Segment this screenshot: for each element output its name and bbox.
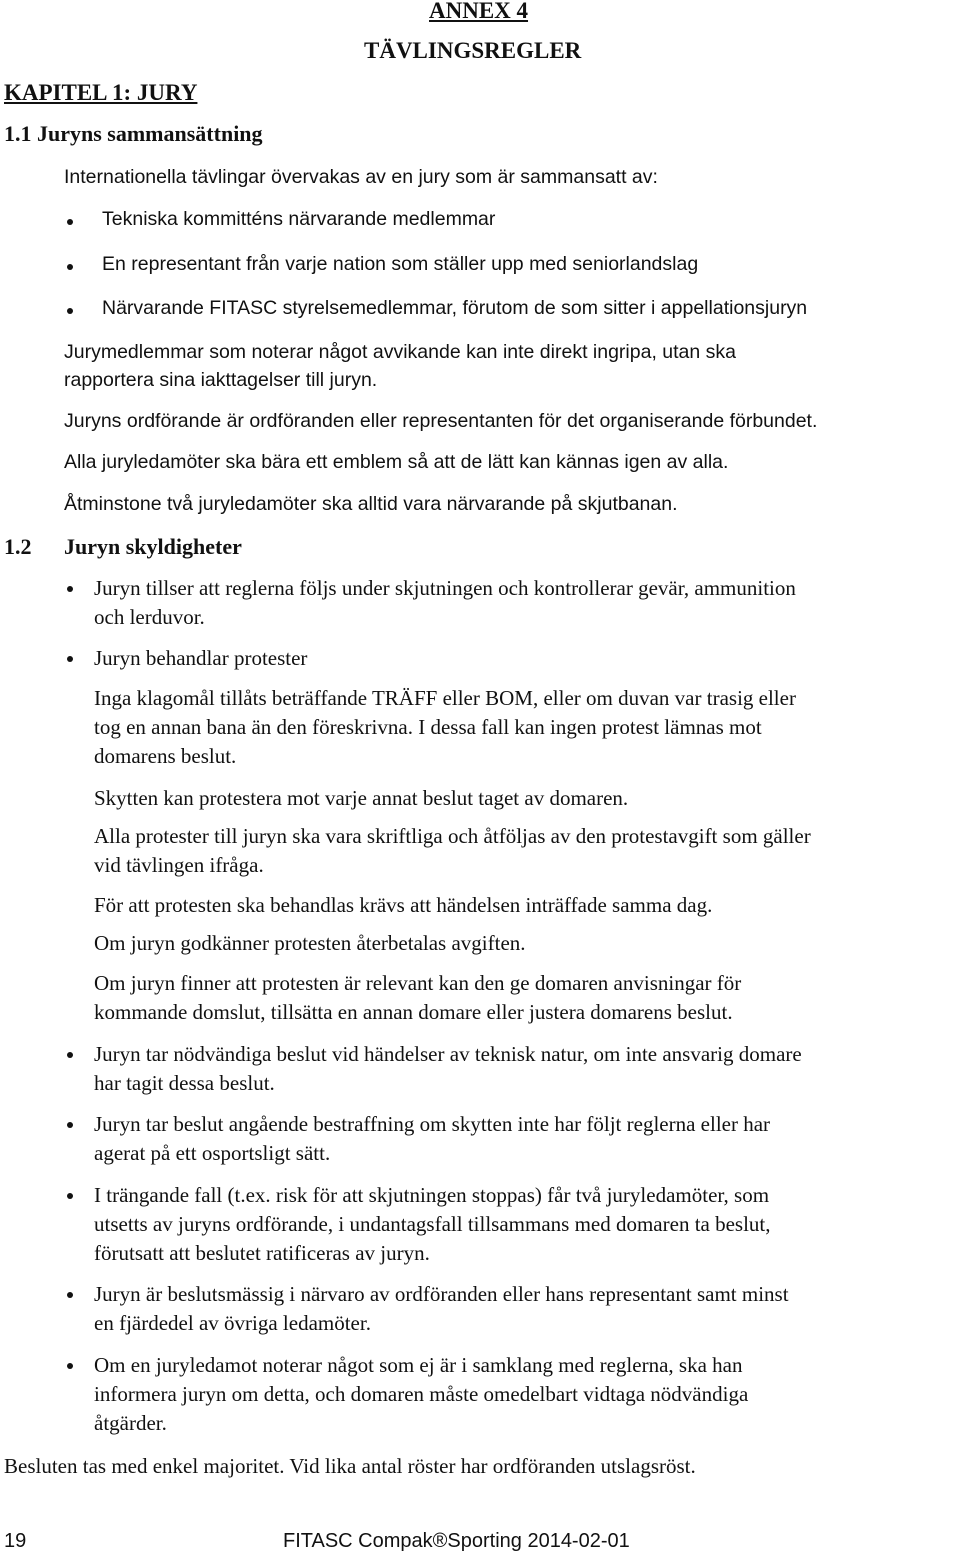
duty-item: I trängande fall (t.ex. risk för att skjutningen stoppas) får två juryledamöter, som utsetts av juryns ordförande, i undantagsfall tillsammans med domaren ta beslut, förutsatt att beslutet ratificeras av juryn. (94, 1183, 771, 1265)
duty-item: Juryn behandlar protester (94, 646, 308, 670)
protest-rule: Om juryn godkänner protesten återbetalas avgiften. (94, 931, 526, 955)
duty-item: Juryn är beslutsmässig i närvaro av ordföranden eller hans representant samt minst en fjärdedel av övriga ledamöter. (94, 1282, 789, 1335)
paragraph-line: Alla juryledamöter ska bära ett emblem så att de lätt kan kännas igen av alla. (64, 451, 729, 473)
bullet-dot (67, 264, 73, 270)
paragraph-line: Juryns ordförande är ordföranden eller representanten för det organiserande förbundet. (64, 410, 818, 432)
protest-rule: Alla protester till juryn ska vara skriftliga och åtföljas av den protestavgift som gäller vid tävlingen ifråga. (94, 824, 811, 877)
paragraph-line: rapportera sina iakttagelser till juryn. (64, 369, 378, 391)
bullet-dot (67, 1292, 73, 1298)
paragraph-line: Jurymedlemmar som noterar något avvikande kan inte direkt ingripa, utan ska (64, 341, 736, 363)
composition-bullet: Närvarande FITASC styrelsemedlemmar, förutom de som sitter i appellationsjuryn (102, 297, 808, 319)
bullet-dot (67, 1193, 73, 1199)
closing-paragraph: Besluten tas med enkel majoritet. Vid lika antal röster har ordföranden utslagsröst. (4, 1454, 696, 1478)
bullet-dot (67, 656, 73, 662)
bullet-dot (67, 1122, 73, 1128)
protest-rule: Om juryn finner att protesten är relevant kan den ge domaren anvisningar för kommande domslut, tillsätta en annan domare eller justera domarens beslut. (94, 971, 742, 1024)
page-number: 19 (4, 1530, 27, 1552)
section-1-1-heading: 1.1 Juryns sammansättning (4, 121, 263, 146)
composition-bullet: Tekniska kommitténs närvarande medlemmar (102, 208, 496, 230)
duty-item: Juryn tar nödvändiga beslut vid händelser av teknisk natur, om inte ansvarig domare har tagit dessa beslut. (94, 1042, 802, 1095)
protest-rule: Inga klagomål tillåts beträffande TRÄFF eller BOM, eller om duvan var trasig eller tog en annan bana än den föreskrivna. I dessa fall kan ingen protest lämnas mot domarens beslut. (94, 686, 796, 768)
section-1-2-number: 1.2 (4, 534, 32, 559)
bullet-dot (67, 1363, 73, 1369)
document-title: TÄVLINGSREGLER (364, 38, 582, 63)
section-1-1-intro: Internationella tävlingar övervakas av en jury som är sammansatt av: (64, 166, 658, 188)
section-1-2-heading: Juryn skyldigheter (64, 534, 242, 559)
chapter-heading: KAPITEL 1: JURY (4, 80, 198, 105)
duty-item: Om en juryledamot noterar något som ej är i samklang med reglerna, ska han informera juryn om detta, och domaren måste omedelbart vidtaga nödvändiga åtgärder. (94, 1353, 749, 1435)
paragraph-line: Åtminstone två juryledamöter ska alltid vara närvarande på skjutbanan. (64, 493, 678, 515)
protest-rule: Skytten kan protestera mot varje annat beslut taget av domaren. (94, 786, 629, 810)
bullet-dot (67, 1052, 73, 1058)
footer-document-info: FITASC Compak®Sporting 2014-02-01 (283, 1530, 630, 1552)
duty-item: Juryn tillser att reglerna följs under skjutningen och kontrollerar gevär, ammunition och lerduvor. (94, 576, 796, 629)
duty-item: Juryn tar beslut angående bestraffning om skytten inte har följt reglerna eller har agerat på ett osportsligt sätt. (94, 1112, 771, 1165)
composition-bullet: En representant från varje nation som ställer upp med seniorlandslag (102, 253, 699, 275)
protest-rule: För att protesten ska behandlas krävs att händelsen inträffade samma dag. (94, 893, 713, 917)
bullet-dot (67, 219, 73, 225)
annex-label: ANNEX 4 (429, 0, 529, 23)
bullet-dot (67, 308, 73, 314)
bullet-dot (67, 586, 73, 592)
